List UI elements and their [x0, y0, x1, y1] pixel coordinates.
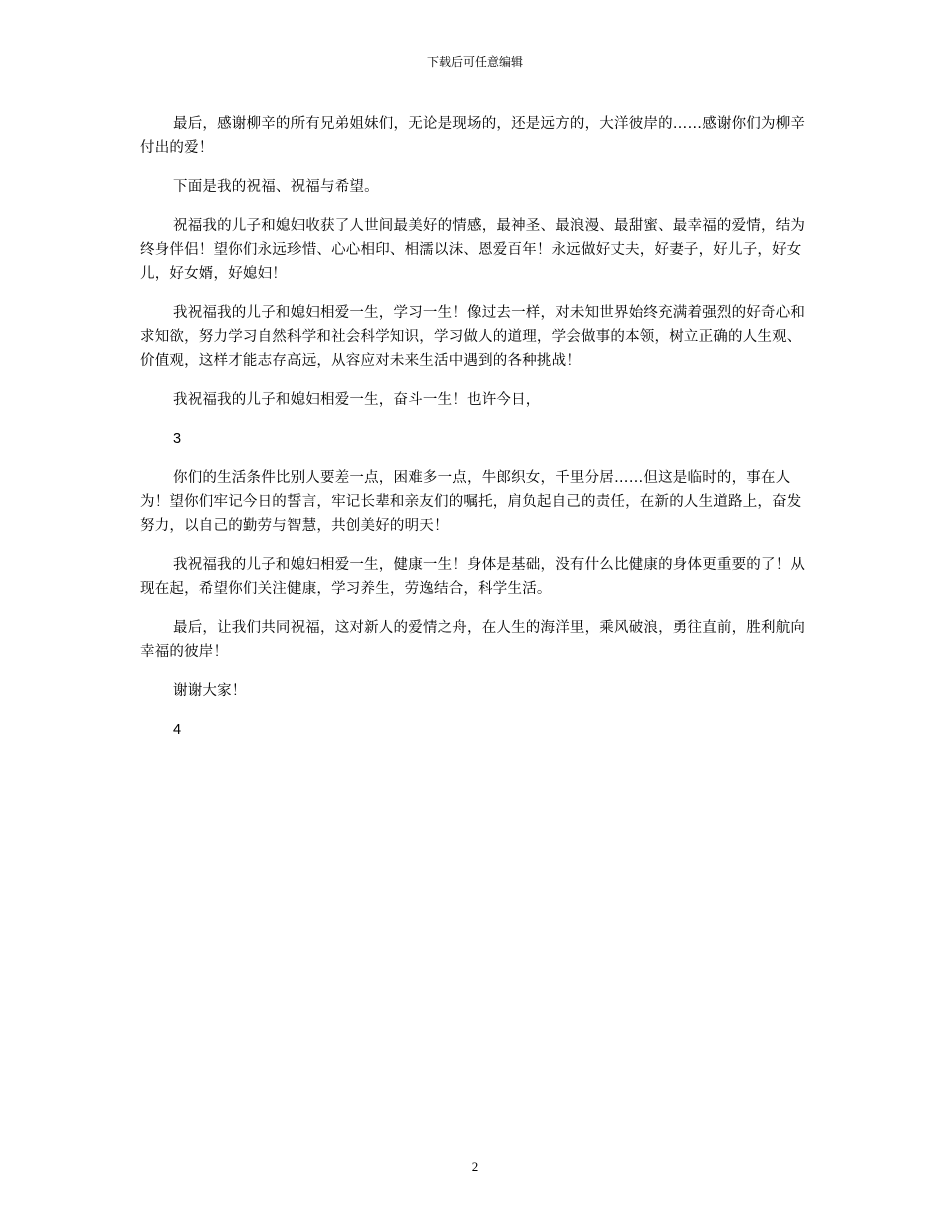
- paragraph-thanks: 最后，感谢柳辛的所有兄弟姐妹们，无论是现场的，还是远方的，大洋彼岸的……感谢你们为柳辛付出的爱！: [140, 116, 806, 156]
- paragraph-blessing-love: 祝福我的儿子和媳妇收获了人世间最美好的情感，最神圣、最浪漫、最甜蜜、最幸福的爱情，结为终身伴侣！望你们永远珍惜、心心相印、相濡以沫、恩爱百年！永远做好丈夫，好妻子，好儿子，好女儿，好女婿，好媳妇！: [140, 218, 806, 282]
- page-header: 下载后可任意编辑: [426, 55, 523, 69]
- paragraph-closing-blessing: 最后，让我们共同祝福，这对新人的爱情之舟，在人生的海洋里，乘风破浪，勇往直前，胜利航向幸福的彼岸！: [140, 620, 806, 660]
- paragraph-blessing-health: 我祝福我的儿子和媳妇相爱一生，健康一生！身体是基础，没有什么比健康的身体更重要的了！从现在起，希望你们关注健康，学习养生，劳逸结合，科学生活。: [140, 557, 806, 597]
- paragraph-thank-you: 谢谢大家！: [173, 683, 247, 699]
- paragraph-blessing-struggle: 我祝福我的儿子和媳妇相爱一生，奋斗一生！也许今日，: [173, 392, 541, 408]
- inline-page-marker: 3: [173, 431, 182, 447]
- paragraph-blessing-learning: 我祝福我的儿子和媳妇相爱一生，学习一生！像过去一样，对未知世界始终充满着强烈的好奇心和求知欲，努力学习自然科学和社会科学知识，学习做人的道理，学会做事的本领，树立正确的人生观、价值观，这样才能志存高远，从容应对未来生活中遇到的各种挑战！: [140, 305, 806, 369]
- inline-page-marker: 4: [173, 722, 182, 738]
- document-body: [140, 112, 810, 757]
- paragraph-living-conditions: 你们的生活条件比别人要差一点，困难多一点，牛郎织女，千里分居……但这是临时的，事在人为！望你们牢记今日的誓言，牢记长辈和亲友们的嘱托，肩负起自己的责任，在新的人生道路上，奋发努力，以自己的勤劳与智慧，共创美好的明天！: [140, 470, 802, 534]
- page-number: 2: [471, 1159, 479, 1174]
- paragraph-blessing-intro: 下面是我的祝福、祝福与希望。: [173, 179, 379, 195]
